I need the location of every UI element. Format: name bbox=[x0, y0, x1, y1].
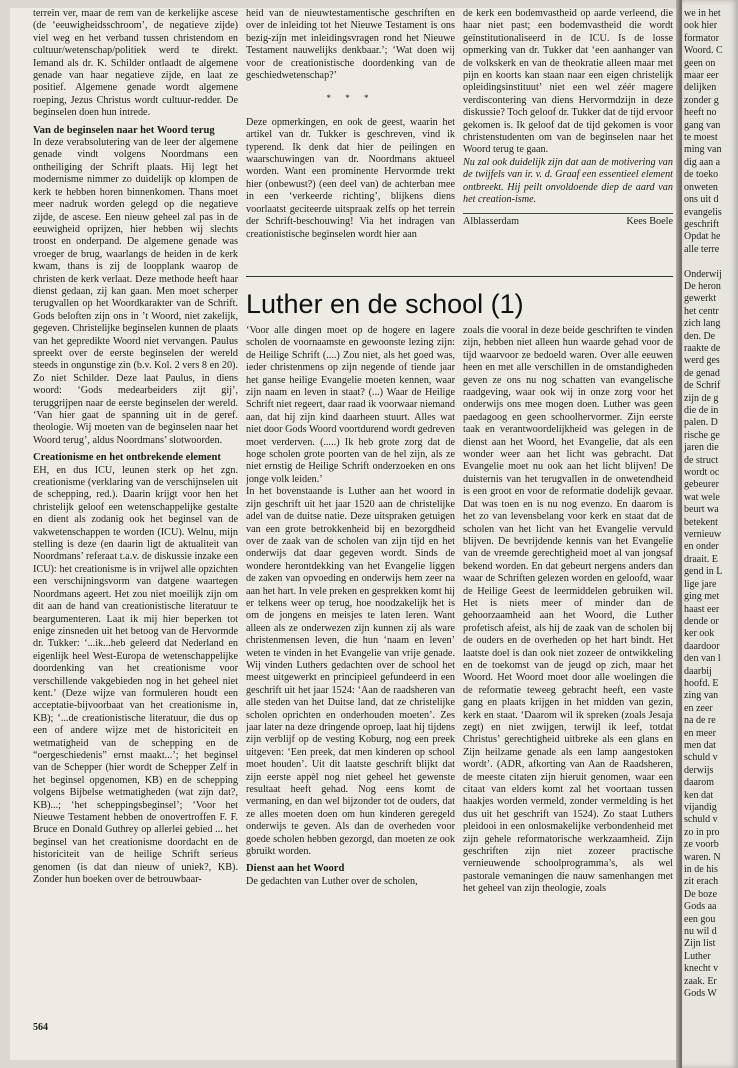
paragraph: heid van de nieuwtestamentische geschriften en over de inleiding tot het Nieuwe Testament is ons bezig-zijn met inleidingsvragen rond het Nieuwe Testament nauwelijks denkbaar.’; ‘Wat doen wij voor de creationistische doordenking van de geschiedwetenschap?’ bbox=[246, 8, 455, 82]
signature-line bbox=[463, 213, 673, 228]
section-separator: * * * bbox=[326, 93, 375, 104]
next-page-text: we in het ook hier formator Woord. C geen on maar eer delijken zonder g heeft no gang van te moest ming van dig aan a de toeko onweten ons uit d evangelis geschrift Opdat he alle terre Onderwij De heron gewerkt het centr zich lang den. De raakte de werd ges de genad de Schrif zijn de g die de in palen. D rische ge jaren die de struct wordt oc gebeurer wat wele beurt wa betekent vernieuw en onder draait. E gend in L lige jare ging met haast eer dende or ker ook daardoor den van l daarbij hoofd. E zing van en zeer na de re en meer men dat schuld v derwijs daarom ken dat vijandig schuld v zo in pro ze voorb waren. N in de his zit erach De boze Gods aa een gou nu wil d Zijn list Luther knecht v zaak. Er Gods W bbox=[684, 8, 723, 1000]
page-number: 564 bbox=[33, 1022, 48, 1033]
section-heading: Creationisme en het ontbrekende element bbox=[33, 452, 221, 464]
section-heading: Van de beginselen naar het Woord terug bbox=[33, 124, 215, 136]
next-page-edge bbox=[682, 0, 738, 1068]
column-3 bbox=[463, 8, 673, 273]
paragraph: In het bovenstaande is Luther aan het woord in zijn geschrift uit het jaar 1520 aan de christelijke adel van de duitse natie. Deze uitspraken getuigen van een grote betrokkenheid bij en bezorgdheid over de zaak van de scholen van zijn tijd en het onderwijs dat daar gegeven wordt. Sinds de wondere herontdekking van het Evangelie liggen de zaken van opvoeding en onderwijs hem zeer na aan het hart. In vele preken en gesprekken komt hij er telkens weer op terug, hoe noodzakelijk het is om de jongens en meisjes te laten leren. Want alleen als ze onderwezen zijn kunnen zij als ware christenmensen leven, die hun ‘naam en leven’ weten te vinden in het Evangelie van vrije genade. Wij vinden Luthers gedachten over de school het meest uitgewerkt en principieel gefundeerd in een geschrift uit het jaar 1524: ‘Aan de raadsheren van alle steden van het Duitse land, dat ze christelijke scholen oprichten en onderhouden moeten’. Zes jaar later na deze dringende oproep, laat hij tijdens zijn verblijf op de vesting Koburg, nog een preek uitgeven: ‘Een preek, dat men kinderen op school moet houden’. Uit dit laatste geschrift blijkt dat zijn eerste appèl nog niet geheel het gewenste resultaat heeft gehad. Nog eens komt de vermaning, en dan wel bijzonder tot de ouders, dat ze alles moeten doen om hun kinderen geregeld onderwijs te geven. Als dan de overheden voor goede scholen hebben gezorgd, dan moeten ze ook gbruikt worden. bbox=[246, 486, 455, 858]
column-2 bbox=[246, 8, 455, 273]
column-4 bbox=[246, 325, 455, 1025]
section-heading: Dienst aan het Woord bbox=[246, 863, 345, 875]
paragraph: EH, en dus ICU, leunen sterk op het zgn. creationisme (verklaring van de verschijnselen uit de schepping, red.). Daarin krijgt voor hen het christelijk geloof een wetenschappelijke gestalte en dient als zodanig ook het beginsel van de vakwetenschappen te worden (ICU). Welnu, mijn stelling is deze (en daarin ligt de aktualiteit van Noordmans’ referaat t.a.v. de diskussie inzake een ICU): het creationisme is in vrijwel alle opzichten een verschijningsvorm van datgene waartegen Noordmans ageert. Het zou niet moeilijk zijn om dit aan de hand van creationistische literatuur te beargumenteren. Laat ik mij hier beperken tot enige zinsneden uit het betoog van de Hervormde dr. Tukker: ‘...ik...heb geleerd dat Nederland en eigenlijk heel West-Europa de wetenschappelijke doordenking van het creationisme voor verschillende vakgebieden nog in het geheel niet kent.’ (Deze wijze van formuleren houdt een acceptatie-bijvoorbaat van het creationisme in, KB); ‘...de creationistische literatuur, die dus op een of andere wijze met de historiciteit en wetmatigheid van de schepping en de “oergeschiedenis” ernst maakt...’; het beginsel van de Schepper (hier wordt de Schepper Zelf in het beginsel opgenomen, KB) en de schepping volgens Bijbelse wetmatigheden (wat zijn dat?, KB)...; ‘het scheppingsbeginsel’; ‘Voor het Nieuwe Testament hebben de onovertroffen F. F. Bruce en Donald Guthrey op allerlei gebied ... het beginsel van het creationisme doordacht en de historiciteit van de heilige Schrift serieus genomen (is dat dan nieuw of uniek?, KB). Zonder hun boeken over de betrouwbaar- bbox=[33, 464, 238, 886]
paragraph: De gedachten van Luther over de scholen, bbox=[246, 875, 418, 887]
author: Kees Boele bbox=[626, 215, 673, 227]
paragraph: de kerk een bodemvastheid op aarde verleend, die haar niet past; een bodemvastheid die wordt geïnstitutionaliseerd in de ICU. Is de losse opmerking van dr. Tukker dat ‘een aanhanger van de volkskerk en van de theokratie alleen maar met pijn en koorts kan staan naar een eigen christelijk opleidingsinstituut’ niet een wel zéér magere verdiscontering van diens Hervormdzijn in deze diskussie? Toch geloof dr. Tukker dat de tijd ervoor gekomen is. Ik geloof dat de tijd gekomen is voor christenstudenten om van de beginselen naar het Woord terug te gaan. bbox=[463, 8, 673, 156]
article-title: Luther en de school (1) bbox=[246, 289, 524, 319]
paragraph: ‘Voor alle dingen moet op de hogere en lagere scholen de voornaamste en gewoonste lezing zijn: de Heilige Schrift (....) Zou niet, als het goed was, ieder christenmens op zijn negende of tiende jaar het ganse heilige Evangelie moeten kennen, waar zijn naam en leven in staat? (...) Waar de Heilige Schrift niet regeert, daar raad ik voorwaar niemand aan, dat hij zijn kind daarheen stuurt. Alles wat niet door Gods Woord voortdurend wordt gedreven moet verderven. (.....) Ik heb grote zorg dat de hoge scholen grote poorten van de hel zijn, als ze niet ernstig de Heilige Schrift onderzoeken en ons jonge volk leiden.’ bbox=[246, 325, 455, 485]
paragraph: zoals die vooral in deze beide geschriften te vinden zijn, hebben niet alleen hun waarde gehad voor de tijd waarvoor ze bedoeld waren. Over alle eeuwen heen en met alle verschillen in de omstandigheden geven ze ons nu nog schatten van evangelische raadgeving, waar ook wij in onze zorg voor het onderwijs ons mee mogen doen. Luther was geen paedagoog en geen schoolhervormer. Zijn eerste taak en verantwoordelijkheid was gelegen in de dienst aan het Woord, het Evangelie, dat als een wonder weer aan het licht was gebracht. Dat Evangelie moet nu ook aan het licht blijven! De duisternis van het terugvallen in de onwetendheid is een groot en voor de reformatie dodelijk gevaar. Dat was toen en is nu nog evenzo. En daarom is het zo van levensbelang voor kerk en staat dat de scholen van het licht van het Evangelie vervuld blijven. De bevrijdende kennis van het Evangelie van de vreemde gerechtigheid moet al van jongsaf bekend worden. En dat gebeurt nergens anders dan waar de Schriften gelezen worden en geloofd, waar de Heilige Geest de leermiddelen gebruiken wil. Het is niets meer of minder dan de gehoorzaamheid aan het Woord, die Luther profetisch afeist, als hij de zaak van de scholen bij de ouders en de overheden op het hart bindt. Het laatste doel is dan ook niet zozeer de ontwikkeling en de toekomst van de jeugd op zich, maar het Woord. Het Woord moet door alle woelingen die de reformatie teweeg gebracht heeft, een vaste gang en plaats krijgen in het midden van gezin, kerk en staat. ‘Daarom wil ik spreken (zoals Jesaja zegt) en niet zwijgen, terwijl ik leef, totdat Christus’ gerechtigheid uitbreke als een glans en Zijn heilzame genade als een lamp aangestoken wordt’. (ADR, afkorting van Aan de Raadsheren, de meeste citaten zijn hieruit genomen, waar een citaat van elders komt zal het voortaan tussen haakjes worden vermeld, zonder vermelding is het dus uit het geschrift van 1524). Zo staat Luthers pleidooi in een onlosmakelijke verbondenheid met zijn gehele reformatorische werkzaamheid. Zijn geschriften zijn niet zozeer practische vernieuwende schoolprogramma’s, als wel pastorale vemaningen die nauw samenhangen met het geheel van zijn theologie, zoals bbox=[463, 325, 673, 895]
divider bbox=[246, 276, 673, 277]
place: Alblasserdam bbox=[463, 215, 520, 227]
paragraph: Nu zal ook duidelijk zijn dat aan de motivering van de twijfels van ir. v. d. Graaf een essentieel element ontbreekt. Hij peilt onvoldoende diep de aard van het creation-isme. bbox=[463, 156, 673, 206]
column-1 bbox=[33, 8, 238, 983]
column-5 bbox=[463, 325, 673, 1025]
paragraph: terrein ver, maar de rem van de kerkelijke ascese (de ‘eeuwigheidsschroom’, de negatieve zijde) viel weg en het verband tussen christendom en cultuur/wetenschap/politiek werd te direkt. Iemand als dr. K. Schilder ontlaadt de algemene genade van haar negatieve zijde, en laat ze positief. Algemene genade wordt algemene roeping, Jezus Christus wordt cultuur-redder. De beginselen doen hun intrede. bbox=[33, 8, 238, 119]
paragraph: Deze opmerkingen, en ook de geest, waarin het artikel van dr. Tukker is geschreven, vind ik typerend. Ik denk dat hier de peilingen en waarschuwingen van dr. Noordmans aktueel worden. Want een prominente Hervormde trekt hier (onbewust?) (een deel van) de achterban mee in een ‘verkeerde richting’, blijkens diens voorlaatst geciteerde uitspraak zelfs op het terrein der Schrift-beschouwing! Via het indragen van creationistische beginselen wordt hier aan bbox=[246, 116, 455, 240]
paragraph: In deze verabsolutering van de leer der algemene genade vindt volgens Noordmans een ontheiliging der Schrift plaats. Hij legt het modernisme nimmer zo duidelijk op klompen de kerk te hebben horen binnenkomen. Thans moet meer nadruk worden gelegd op die negatieve zijde, de ascese. Een nieuw geheel zal pas in de eeuwigheid oprijzen, hier hebben wij slechts troost en onderpand. De algemene genade was vroeger de brug, waarlangs de heiden in de kerk kwam, thans is zij de loopplank waarop de christen de kerk verlaat. Deze methode heeft haar dienst gedaan, zij kan gaan. Men moet scherper terugvallen op het Woordkarakter van de Schrift. Gods beloften zijn ons in ’t Woord, niet zakelijk, gegeven. Christelijke beginselen kunnen de plaats van het gepredikte Woord niet vervangen. Paulus spreekt over de eerste beginselen der wereld steeds in ongunstige zin (b.v. Kol. 2 vers 8 en 20). Zo niet Schilder. Deze laat Paulus, in diens woord: ‘Gods medearbeiders zijt gij’, teruggrijpen naar de eerste beginselen der wereld. ‘Van hier gaat de spanning uit in de geref. theologie. Wij moeten van de beginselen naar het Woord terug’, aldus Noordmans’ slotwoorden. bbox=[33, 137, 238, 446]
